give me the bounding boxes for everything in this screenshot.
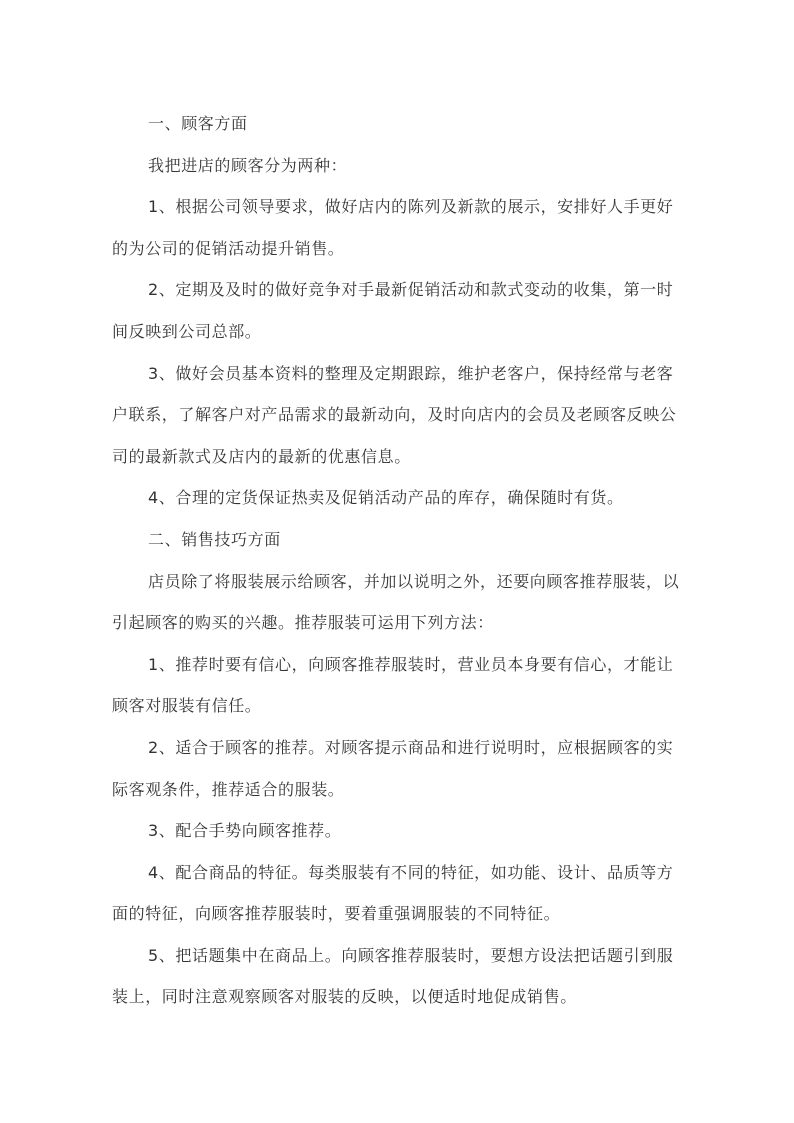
section-heading-sales-skills: 二、销售技巧方面 — [148, 529, 281, 549]
list-item-inventory: 4、合理的定货保证热卖及促销活动产品的库存，确保随时有货。 — [148, 488, 624, 508]
list-item-product-features: 4、配合商品的特征。每类服装有不同的特征，如功能、设计、品质等方面的特征，向顾客推荐服装时，要着重强调服装的不同特征。 — [112, 862, 674, 924]
list-item-member-management: 3、做好会员基本资料的整理及定期跟踪，维护老客户，保持经常与老客户联系，了解客户对产品需求的最新动向，及时向店内的会员及老顾客反映公司的最新款式及店内的最新的优惠信息。 — [112, 363, 677, 466]
list-item-suitable-recommendation: 2、适合于顾客的推荐。对顾客提示商品和进行说明时，应根据顾客的实际客观条件，推荐适合的服装。 — [112, 737, 674, 799]
list-item-display: 1、根据公司领导要求，做好店内的陈列及新款的展示，安排好人手更好的为公司的促销活动提升销售。 — [112, 197, 674, 258]
paragraph-customer-types: 我把进店的顾客分为两种： — [148, 155, 348, 175]
paragraph-recommendation-intro: 店员除了将服装展示给顾客，并加以说明之外，还要向顾客推荐服装，以引起顾客的购买的兴趣。推荐服装可运用下列方法： — [112, 571, 680, 633]
section-heading-customers: 一、顾客方面 — [148, 114, 248, 133]
document-page — [112, 103, 682, 1018]
list-item-competitor-tracking: 2、定期及及时的做好竞争对手最新促销活动和款式变动的收集，第一时间反映到公司总部。 — [112, 280, 674, 341]
list-item-focus-on-product: 5、把话题集中在商品上。向顾客推荐服装时，要想方设法把话题引到服装上，同时注意观察顾客对服装的反映，以便适时地促成销售。 — [112, 945, 674, 1007]
list-item-gestures: 3、配合手势向顾客推荐。 — [148, 821, 342, 841]
list-item-confidence: 1、推荐时要有信心，向顾客推荐服装时，营业员本身要有信心，才能让顾客对服装有信任。 — [112, 654, 674, 716]
